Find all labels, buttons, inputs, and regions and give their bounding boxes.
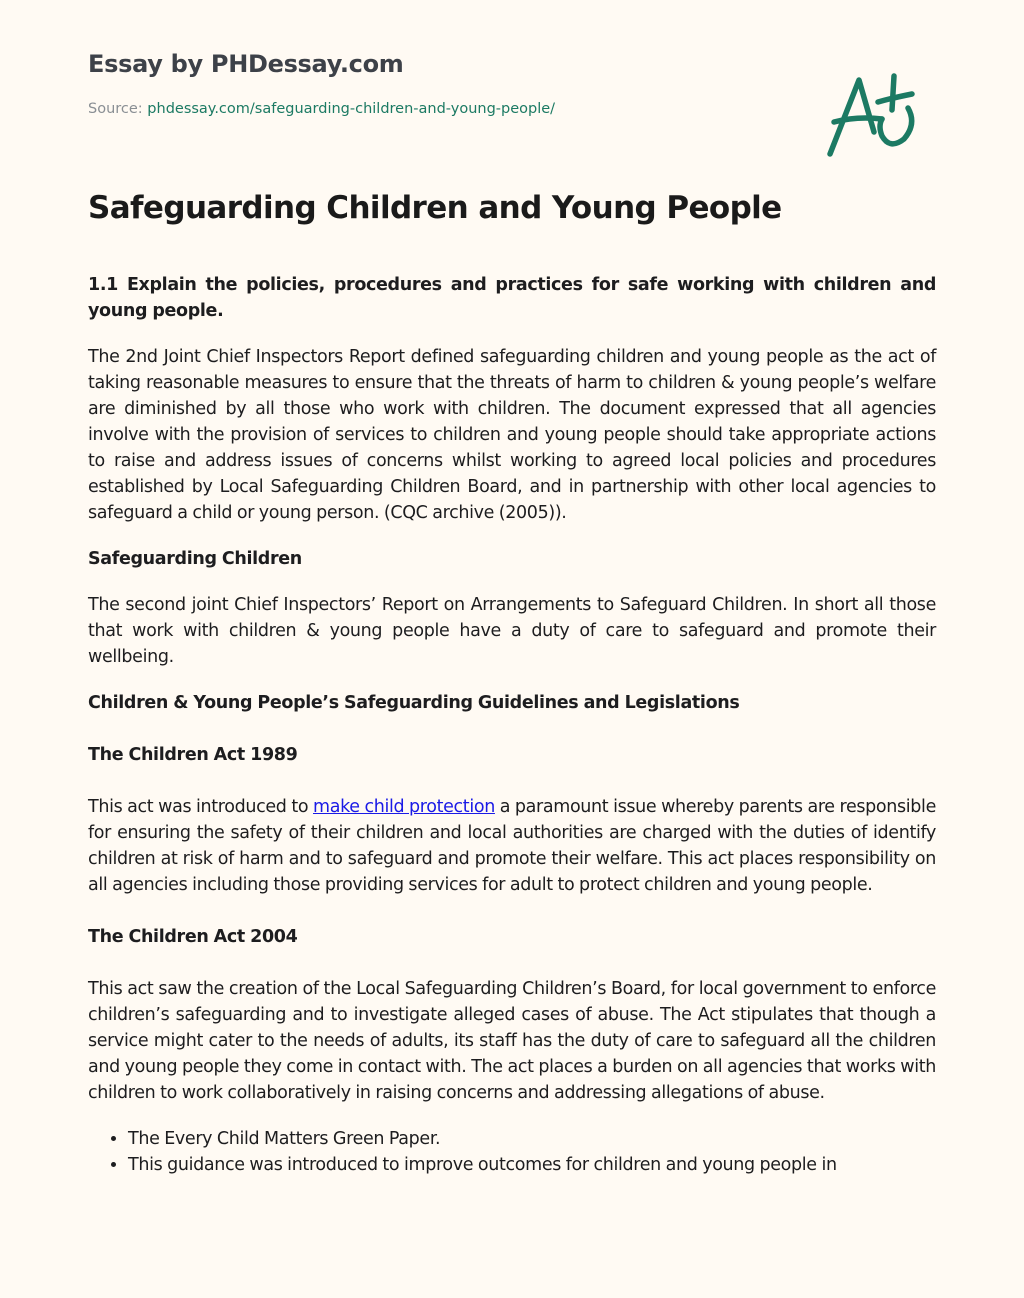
- source-link[interactable]: phdessay.com/safeguarding-children-and-young-people/: [147, 101, 556, 117]
- bullet-list: [88, 1126, 936, 1178]
- list-item: • The Every Child Matters Green Paper.: [128, 1126, 936, 1152]
- paragraph: This act saw the creation of the Local Safeguarding Children’s Board, for local government to enforce children’s safeguarding and to investigate alleged cases of abuse. The Act stipulates that though a service might cater to the needs of adults, its staff has the duty of care to safeguard all the children and young people they come in contact with. The act places a burden on all agencies that works with children to work collaboratively in raising concerns and addressing allegations of abuse.: [88, 979, 936, 1103]
- a-plus-grade-icon: [822, 64, 932, 164]
- section-heading: Safeguarding Children: [88, 549, 302, 569]
- make-child-protection-link[interactable]: make child protection: [313, 797, 495, 817]
- essay-body: [88, 272, 936, 1178]
- paragraph: The second joint Chief Inspectors’ Report on Arrangements to Safeguard Children. In short all those that work with children & young people have a duty of care to safeguard and promote their wellbeing.: [88, 595, 936, 667]
- paragraph-text: This act was introduced to: [88, 797, 313, 817]
- source-line: [88, 101, 555, 117]
- source-label: Source:: [88, 101, 143, 117]
- section-heading: The Children Act 2004: [88, 927, 298, 947]
- section-heading: The Children Act 1989: [88, 745, 298, 765]
- page-title: Safeguarding Children and Young People: [88, 190, 782, 226]
- paragraph-text: a paramount issue whereby parents are responsible for ensuring the safety of their children and local authorities are charged with the duties of identify children at risk of harm and to safeguard and promote their welfare. This act places responsibility on all agencies including those providing services for adult to protect children and young people.: [88, 797, 936, 895]
- lead-question: 1.1 Explain the policies, procedures and practices for safe working with children and young people.: [88, 275, 936, 321]
- list-item: • This guidance was introduced to improve outcomes for children and young people in: [128, 1152, 936, 1178]
- section-heading: Children & Young People’s Safeguarding Guidelines and Legislations: [88, 693, 740, 713]
- paragraph: [88, 794, 936, 898]
- paragraph: The 2nd Joint Chief Inspectors Report defined safeguarding children and young people as the act of taking reasonable measures to ensure that the threats of harm to children & young people’s welfare are diminished by all those who work with children. The document expressed that all agencies involve with the provision of services to children and young people should take appropriate actions to raise and address issues of concerns whilst working to agreed local policies and procedures established by Local Safeguarding Children Board, and in partnership with other local agencies to safeguard a child or young person. (CQC archive (2005)).: [88, 347, 936, 523]
- site-brand: Essay by PHDessay.com: [88, 50, 404, 78]
